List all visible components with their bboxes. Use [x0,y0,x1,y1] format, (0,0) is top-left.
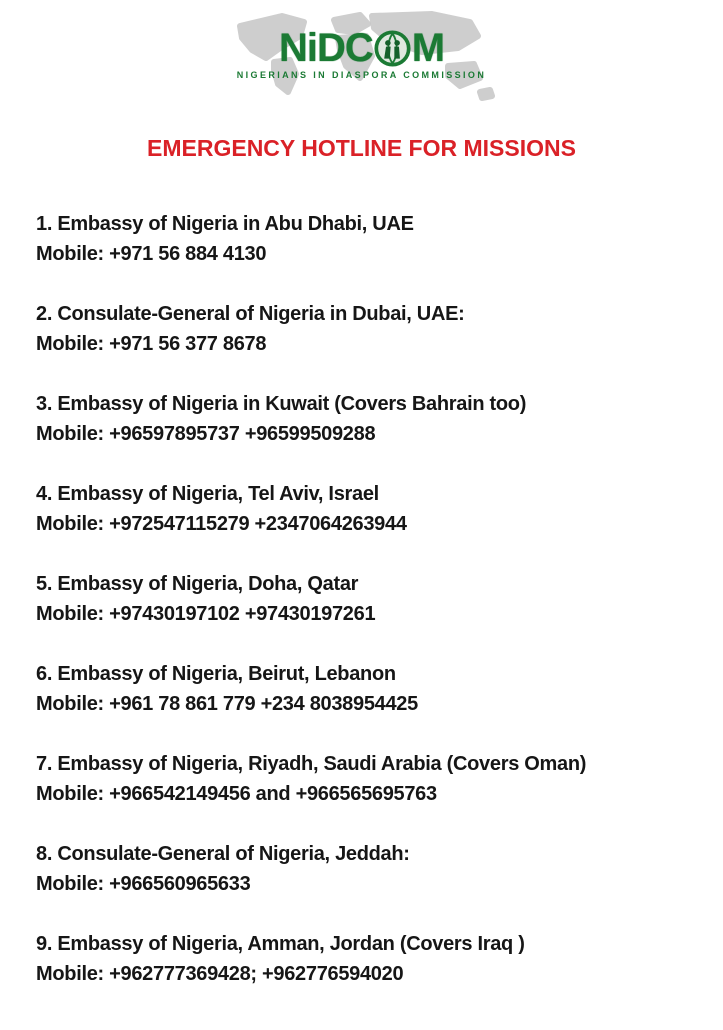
hotline-list [36,209,693,989]
mission-name: 2. Consulate-General of Nigeria in Dubai, UAE: [36,303,465,325]
nidcom-logo [222,6,502,108]
list-item [36,209,693,269]
mission-mobile: Mobile: +972547115279 +2347064263944 [36,513,407,535]
mission-name: 9. Embassy of Nigeria, Amman, Jordan (Covers Iraq ) [36,933,525,955]
list-item [36,479,693,539]
flyer-page [0,6,723,1030]
mission-name: 8. Consulate-General of Nigeria, Jeddah: [36,843,410,865]
list-item [36,299,693,359]
list-item [36,929,693,989]
brand-suffix: M [411,26,445,70]
list-item [36,749,693,809]
list-item [36,569,693,629]
page-title: EMERGENCY HOTLINE FOR MISSIONS [147,135,576,161]
mission-name: 6. Embassy of Nigeria, Beirut, Lebanon [36,663,396,685]
brand-tagline: NIGERIANS IN DIASPORA COMMISSION [236,70,487,80]
mission-mobile: Mobile: +961 78 861 779 +234 8038954425 [36,693,418,715]
globe-icon [374,30,411,67]
mission-mobile: Mobile: +971 56 884 4130 [36,243,267,265]
list-item [36,389,693,449]
mission-name: 3. Embassy of Nigeria in Kuwait (Covers Bahrain too) [36,393,527,415]
mission-mobile: Mobile: +971 56 377 8678 [36,333,267,355]
list-item [36,839,693,899]
mission-mobile: Mobile: +966560965633 [36,873,251,895]
brand-prefix: NiDC [278,26,373,70]
list-item [36,659,693,719]
brand-wordmark [222,28,502,68]
mission-mobile: Mobile: +96597895737 +96599509288 [36,423,376,445]
mission-mobile: Mobile: +962777369428; +962776594020 [36,963,404,985]
mission-name: 4. Embassy of Nigeria, Tel Aviv, Israel [36,483,379,505]
mission-name: 5. Embassy of Nigeria, Doha, Qatar [36,573,359,595]
mission-name: 7. Embassy of Nigeria, Riyadh, Saudi Arabia (Covers Oman) [36,753,587,775]
mission-name: 1. Embassy of Nigeria in Abu Dhabi, UAE [36,213,414,235]
mission-mobile: Mobile: +966542149456 and +966565695763 [36,783,437,805]
mission-mobile: Mobile: +97430197102 +97430197261 [36,603,376,625]
